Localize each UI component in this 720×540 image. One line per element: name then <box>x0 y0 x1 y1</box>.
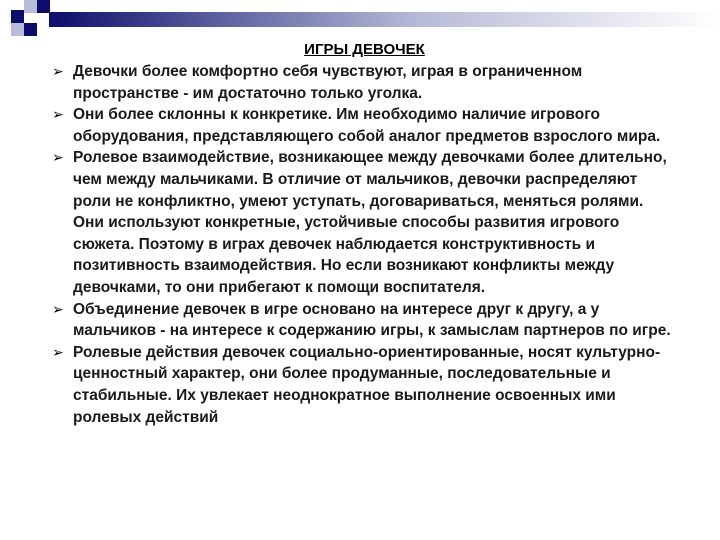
bullet-text: Объединение девочек в игре основано на интересе друг к другу, а у мальчиков - на интересе к содержанию игры, к замыслам партнеров по игре. <box>73 300 671 340</box>
arrowhead-bullet-icon: ➢ <box>52 300 64 317</box>
decor-square <box>24 23 37 36</box>
slide-title: ИГРЫ ДЕВОЧЕК <box>304 41 425 58</box>
decor-square <box>11 23 24 36</box>
bullet-item <box>52 61 677 104</box>
bullet-list <box>52 61 677 428</box>
bullet-item <box>52 104 677 147</box>
bullet-text: Они более склонны к конкретике. Им необходимо наличие игрового оборудования, представляющего собой аналог предметов взрослого мира. <box>73 106 661 145</box>
bullet-text: Ролевые действия девочек социально-ориентированные, носят культурно-ценностный характер, они более продуманные, последовательные и стабильные. Их увлекает неоднократное выполнение освоенных ими ролевых действий <box>73 343 661 426</box>
decor-square <box>24 0 37 13</box>
bullet-text: Ролевое взаимодействие, возникающее между девочками более длительно, чем между мальчиками. В отличие от мальчиков, девочки распределяют роли не конфликтно, умеют уступать, договариваться, меняться ролями. Они используют конкретные, устойчивые способы развития игрового сюжета. Поэтому в играх девочек наблюдается конструктивность и позитивность взаимодействия. Но если возникают конфликты между девочками, то они прибегают к помощи воспитателя. <box>73 149 667 296</box>
bullet-text: Девочки более комфортно себя чувствуют, играя в ограниченном пространстве - им достаточно только уголка. <box>73 63 583 102</box>
bullet-item <box>52 147 677 298</box>
bullet-item <box>52 299 677 342</box>
arrowhead-bullet-icon: ➢ <box>52 149 64 166</box>
header-gradient-bar <box>49 12 720 27</box>
decor-square <box>11 10 24 23</box>
slide-content <box>52 40 677 428</box>
arrowhead-bullet-icon: ➢ <box>52 63 64 79</box>
arrowhead-bullet-icon: ➢ <box>52 343 64 360</box>
header-decoration <box>0 0 720 40</box>
bullet-item <box>52 342 677 428</box>
arrowhead-bullet-icon: ➢ <box>52 106 64 123</box>
